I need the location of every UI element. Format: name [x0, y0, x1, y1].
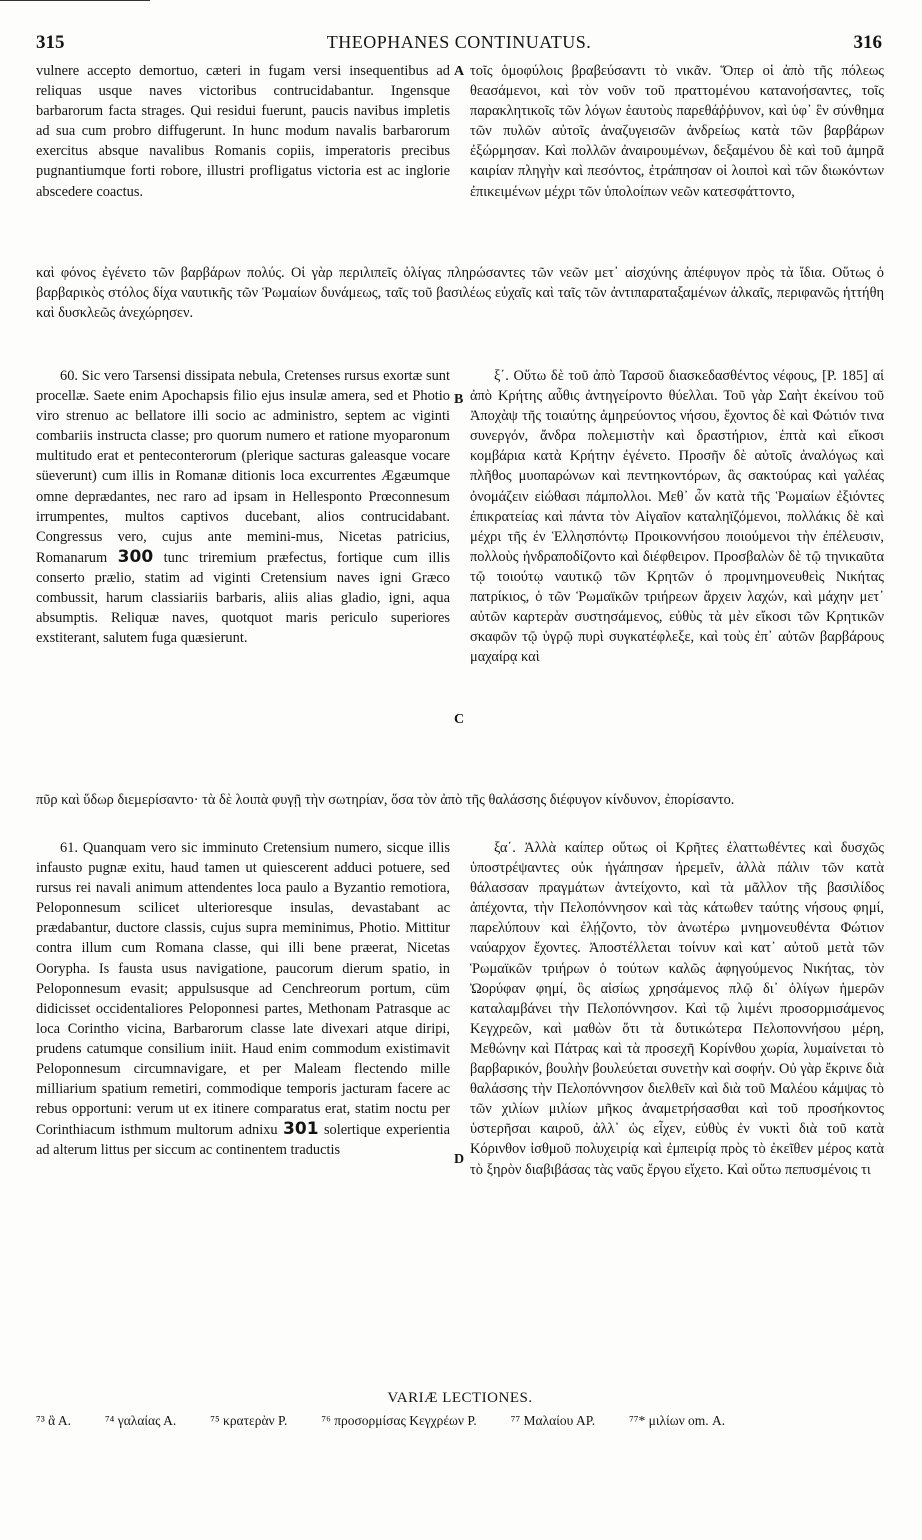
variae-lectiones-list	[36, 1412, 884, 1430]
latin-paragraph: vulnere accepto demortuo, cæteri in fugam versi insequentibus ad reliquas usque naves victoribus contrucidabantur. Ingensque barbarorum facta strages. Qui residui fuerunt, paucis navibus impletis ad sua cum probro diffugerunt. In hunc modum navalis barbarorum exercitus absque navalibus Romanis copiis, imperatoris precibus pugnantiumque forti robore, illustri profligatus victoria est ac inglorie abscedere coactus.	[36, 63, 450, 200]
variant-note: ⁷⁶ προσορμίσας Κεγχρέων Ρ.	[321, 1413, 477, 1428]
variant-note: ⁷⁵ κρατερὰν Ρ.	[210, 1413, 288, 1428]
latin-paragraph-61	[36, 838, 450, 1161]
latin-text: 60. Sic vero Tarsensi dissipata nebula, Cretenses rursus exortæ sunt procellæ. Saete enim Apochapsis filio ejus insulæ amera, sed et Photio viro strenuo ac bellatore illi socio ac administro, septem ac viginti combariis instructa classe; pro quorum numero et ratione myoparonum multitudo erat et penteconterorum (plerique sacturas galeasque vocare süeverunt) cum illis in Romanæ ditionis loca excurrentes Ægæumque omne deprædantes, nec raro ad ipsam in Hellesponto Prœconnesum irrumpentes, multos captivos ducebant, alios contrucidabant. Congressus vero, cujus ante memini-mus, Nicetas patricius, Romanarum	[36, 368, 450, 566]
greek-column-block3	[470, 838, 884, 1180]
latin-text: solertique experientia ad alterum littus per siccum ac continentem traductis	[36, 1122, 450, 1159]
latin-column-block3	[36, 838, 450, 1161]
spanning-paragraph: πῦρ καὶ ὕδωρ διεμερίσαντο· τὰ δὲ λοιπὰ φυγῇ τὴν σωτηρίαν, ὅσα τὸν ἀπὸ τῆς θαλάσσης διέφυγον κίνδυνον, ἐπορίσαντο.	[36, 792, 735, 808]
variant-note: ⁷⁴ γαλαίας Α.	[104, 1413, 177, 1428]
column-number: 300	[117, 546, 154, 567]
variant-note: ⁷⁷* μιλίων om. Α.	[629, 1413, 726, 1428]
running-title: THEOPHANES CONTINUATUS.	[326, 32, 592, 52]
spanning-paragraph: καὶ φόνος ἐγένετο τῶν βαρβάρων πολύς. Οἱ γὰρ περιλιπεῖς ὀλίγας πληρώσαντες τῶν νεῶν μετ᾽ αἰσχύνης ἀπέφυγον πρὸς τὰ ἴδια. Οὕτως ὁ βαρβαρικὸς στόλος δίχα ναυτικῆς τῶν Ῥωμαίων δυνάμεως, ταῖς τοῦ βασιλέως εὐχαῖς καὶ ταῖς τῶν ἀντιπαραταξαμένων ἀλκαῖς, περιφανῶς ἡττήθη καὶ δυσκλεῶς ἀνεχώρησεν.	[36, 265, 884, 322]
latin-text: 61. Quanquam vero sic imminuto Cretensium numero, sicque illis infausto pugnæ exitu, haud tamen ut quiescerent adduci potuere, sed rursus rei navali animum attendentes loca paulo a Byzantio remotiora, Peloponnesum scilicet ulterioresque insulas, devastabant ac prædabantur, ductore classis, cujus supra meminimus, Photio. Mittitur contra illum cum Romana classe, qui illi bene præerat, Nicetas Oorypha. Is fausta usus navigatione, paucorum dierum spatio, in Peloponnesum evasit; appulsusque ad Cenchreorum portum, cüm didicisset occidentaliores Peloponnesi partes, Methonam Patrasque ac loca Corintho vicina, Barbarorum classe late divexari atque diripi, prudens catumque consilium iniit. Haud enim commodum existimavit Peloponnesum circumnavigare, et per Maleam flectendo mille milliarium spatium remetiri, commodique temporis jacturam facere ac rebus opportuni: verum ut ex itinere comparatus erat, statim noctu per Corinthiacum isthmum multorum adnixu	[36, 840, 450, 1139]
greek-paragraph-61: ξα΄. Ἀλλὰ καίπερ οὕτως οἱ Κρῆτες ἐλαττωθέντες καὶ δυσχῶς ὑποστρέψαντες οὐκ ἠγάπησαν ἠρεμεῖν, ἀλλὰ πάλιν τῶν κατὰ θάλασσαν πραγμάτων ἀντείχοντο, καὶ τὰ μᾶλλον τῆς βασιλίδος ἀπέχοντα, τὴν Πελοπόννησον καὶ τὰς κάτωθεν ταύτης νήσους φημί, παρελύπουν καὶ ἐλῄζοντο, τὸν ἀνωτέρω μνημονευθέντα Φώτιον ναύαρχον ἔχοντες. Ἀποστέλλεται τοίνυν καὶ κατ᾽ αὐτοῦ μετὰ τῶν Ῥωμαϊκῶν τριήρων ὁ τούτων καλῶς ἀφηγούμενος Νικήτας, τὸν Ὠορύφαν φημί, ὃς αἰσίως χρησάμενος πλῷ δι᾽ ὀλίγων ἡμερῶν καταλαμβάνει τὴν Πελοπόννησον. Καὶ τῷ λιμένι προσορμισάμενος Κεγχρεῶν, καὶ μαθὼν ὅτι τὰ δυτικώτερα Πελοποννήσου μέρη, Μεθώνην καὶ Πάτρας καὶ τὰ προσεχῆ Κορίνθου χωρία, λυμαίνεται τὸ βαρβαρικόν, βουλὴν βουλεύεται συνετὴν καὶ σοφήν. Οὐ γὰρ ἔκρινε διὰ θαλάσσης τὴν Πελοπόννησον διελθεῖν καὶ διὰ τοῦ Μαλέου κάμψας τὸ τῶν χιλίων μιλίων μῆκος ἀναμετρήσασθαι καὶ τοῦ προσήκοντος ὑστερῆσαι καιροῦ, ἀλλ᾽ ὡς εἶχεν, εὐθὺς ἐν νυκτὶ διὰ τοῦ κατὰ Κόρινθον ἰσθμοῦ πολυχειρίᾳ καὶ ἐμπειρίᾳ πρὸς τὸ ἐκεῖθεν μέρος κατὰ τὸ ξηρὸν διαβιβάσας τὰς ναῦς ἔργου εἴχετο. Καὶ οὕτω πεπυσμένοις τι	[470, 840, 884, 1178]
margin-marker-b: B	[454, 392, 464, 407]
margin-marker-a: A	[454, 64, 465, 79]
greek-column-block1	[470, 61, 884, 202]
latin-paragraph-60	[36, 366, 450, 648]
latin-text: tunc triremium præfectus, fortique cum illis conserto prælio, statim ad viginti Cretensium naves igni Græco combussit, harum classiariis barbaris, aliis alias gladio, igni, aqua absumptis. Reliquæ naves, quotquot maris periculo superiores exstiterant, salutem fuga quæsierunt.	[36, 549, 450, 647]
latin-column-block2	[36, 366, 450, 648]
margin-marker-d: D	[454, 1152, 465, 1167]
greek-column-block2	[470, 366, 884, 667]
margin-marker-c: C	[454, 712, 465, 727]
variae-lectiones-heading: VARIÆ LECTIONES.	[387, 1390, 533, 1406]
variant-note: ⁷³ ἃ Α.	[36, 1413, 71, 1428]
running-header	[36, 32, 882, 56]
latin-column-block1	[36, 61, 450, 202]
greek-paragraph-60: ξ΄. Οὕτω δὲ τοῦ ἀπὸ Ταρσοῦ διασκεδασθέντος νέφους, [P. 185] αἱ ἀπὸ Κρήτης αὖθις ἀντηγείροντο θύελλαι. Τοῦ γὰρ Σαὴτ ἐκείνου τοῦ Ἀποχὰψ τῆς τοιαύτης ἀμηρεύοντος νήσου, ἔχοντος δὲ καὶ Φώτιόν τινα συνεργόν, ἄνδρα πολεμιστὴν καὶ δραστήριον, ἑπτὰ καὶ εἴκοσι κομβάρια κατὰ Κρήτην ἐγένετο. Προσῆν δὲ αὐτοῖς ἀναλόγως καὶ πλῆθος μυοπαρώνων καὶ πεντηκοντόρων, ἃς σακτούρας καὶ γαλέας ὀνομάζειν εἰώθασι πάμπολλοι. Μεθ᾽ ὧν κατὰ τῆς Ῥωμαίων ἐξιόντες ἐπικρατείας καὶ πάντα τὸν Αἰγαῖον καταληϊζόμενοι, πολλάκις δὲ καὶ μέχρι τῆς ἐν Ἑλλησπόντῳ Προικοννήσου ποιούμενοι τὴν ἐπέλευσιν, πολλοὺς ἠνδραποδίζοντο καὶ διέφθειρον. Προσβαλὼν δὲ τῷ τηνικαῦτα τῷ τοιούτῳ ναυτικῷ τῶν Κρητῶν ὁ προμνημονευθεὶς Νικήτας πατρίκιος, ὁ τῶν Ῥωμαϊκῶν τριήρεων ἄρχειν λαχών, καὶ μάχην μετ᾽ αὐτῶν καρτερὰν συστησάμενος, εὐθὺς τὰ μὲν εἴκοσι τῶν Κρητικῶν σκαφῶν τῷ ὑγρῷ πυρὶ συγκατέφλεξε, καὶ τοὺς ἐπ᾽ αὐτῶν βαρβάρους μαχαίρᾳ καὶ	[470, 368, 884, 666]
variant-note: ⁷⁷ Μαλαίου ΑΡ.	[510, 1413, 596, 1428]
column-number: 301	[283, 1119, 319, 1140]
top-rule	[0, 0, 150, 1]
page-number-left: 315	[36, 32, 65, 53]
spanning-greek-2	[36, 790, 884, 810]
spanning-greek-1	[36, 263, 884, 323]
page-number-right: 316	[853, 32, 882, 53]
greek-paragraph: τοῖς ὁμοφύλοις βραβεύσαντι τὸ νικᾶν. Ὅπερ οἱ ἀπὸ τῆς πόλεως θεασάμενοι, καὶ τὸν νοῦν τοῦ πραττομένου κατανοήσαντες, τοῖς παρακλητικοῖς τῶν λόγων ἑαυτοὺς παρεθάῤῥυνον, καὶ ὑφ᾽ ἓν σύνθημα τῶν πυλῶν αὐτοῖς ἀναζυγεισῶν ἀνδρείως κατὰ τῶν βαρβάρων ἐξώρμησαν. Καὶ πολλῶν ἀναιρουμένων, δεξαμένου δὲ καὶ τοῦ ἀμηρᾶ καιρίαν πληγὴν καὶ πεσόντος, ἐτράπησαν οἱ λοιποὶ καὶ τῶν διωκόντων ἐπικειμένων μέχρι τῶν ὑπολοίπων νεῶν κατεσφάττοντο,	[470, 63, 884, 200]
